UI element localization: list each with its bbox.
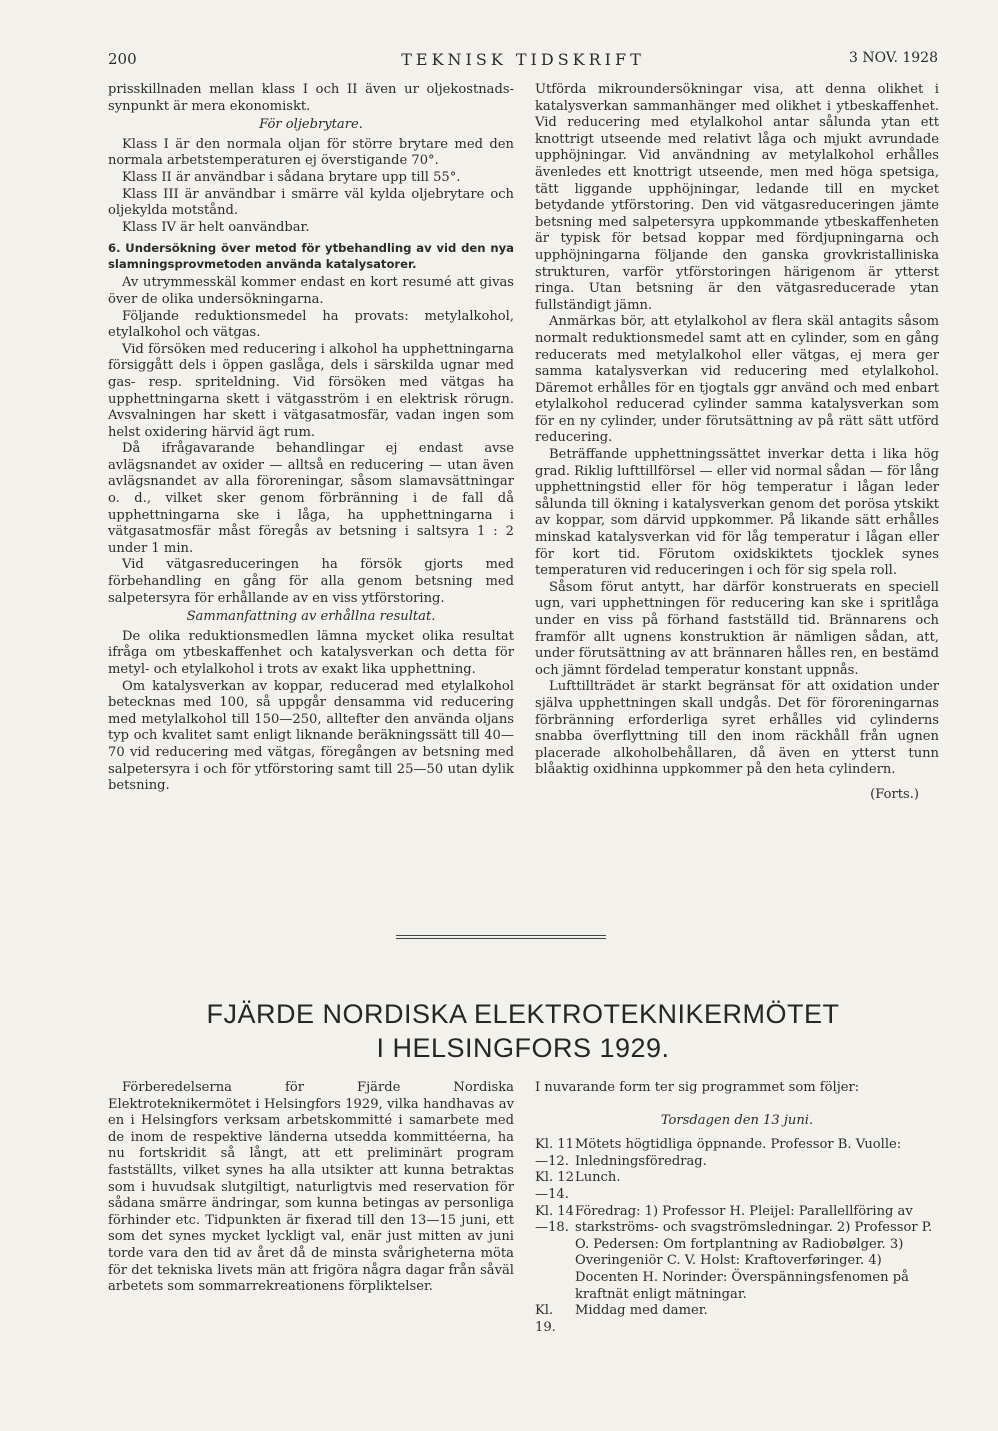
paragraph: Klass I är den normala oljan för större brytare med den normala arbetstemperaturen ej överstigande 70°. xyxy=(108,136,514,169)
page-header xyxy=(108,50,938,74)
article-left-column xyxy=(108,1080,514,1296)
issue-date: 3 NOV. 1928 xyxy=(848,50,938,66)
page-number: 200 xyxy=(108,50,137,68)
paragraph: Beträffande upphettningssättet inverkar detta i lika hög grad. Riklig lufttillförsel — eller vid normal sådan — för lång upphettningstid eller för hög temperatur i lågan leder sålunda till ökning i katalysverkan genom det porösa ytskikt av koppar, som därvid uppkommer. På likande sätt erhålles minskad katalysverkan vid för låg temperatur i lågan eller för kort tid. Förutom oxidskiktets tjocklek synes temperaturen vid reduceringen i och för sig spela roll. xyxy=(535,447,939,579)
program-item xyxy=(535,1137,939,1170)
program-text: Middag med damer. xyxy=(575,1303,708,1319)
program-text: Mötets högtidliga öppnande. Professor B. Vuolle: Inledningsföredrag. xyxy=(575,1137,902,1169)
paragraph: Klass II är användbar i sådana brytare upp till 55°. xyxy=(122,169,461,185)
paragraph: Av utrymmesskäl kommer endast en kort resumé att givas över de olika undersökningarna. xyxy=(108,275,514,307)
section-divider xyxy=(396,938,606,939)
paragraph: Vid försöken med reducering i alkohol ha upphettningarna försiggått dels i öppen gaslåga, dels i särskilda ugnar med gas- resp. spriteldning. Vid försöken med vätgas ha upphettningarna skett i vätgasström i en elektrisk rörugn. Avsvalningen har skett i vätgasatmosfär, vadan ingen som helst oxidering härvid ägt rum. xyxy=(108,341,514,440)
paragraph: Följande reduktionsmedel ha provats: metylalkohol, etylalkohol och vätgas. xyxy=(108,308,514,341)
paragraph: Vid vätgasreduceringen ha försök gjorts med förbehandling en gång för alla genom betsning med salpetersyra för erhållande av en viss ytförstoring. xyxy=(108,557,514,606)
program-time: Kl. 12—14. xyxy=(535,1170,574,1202)
program-time: Kl. 19. xyxy=(535,1303,556,1335)
article-title-line2: I HELSINGFORS 1929. xyxy=(376,1033,670,1063)
paragraph: Såsom förut antytt, har därför konstruerats en speciell ugn, vari upphettningen för reducering kan ske i spritlåga under en viss på förhand fastställd tid. Brännarens och framför allt ugnens konstruktion är nämligen sådan, att, under förutsättning av att brännaren hålles ren, en bestämd och jämnt fördelad temperatur konstant uppnås. xyxy=(535,579,939,678)
section-divider xyxy=(396,935,606,936)
paragraph: Lufttillträdet är starkt begränsat för att oxidation under själva upphettningen skall undgås. Det för föroreningarnas förbränning erforderliga syret erhålles vid cylinderns snabba överflyttning till den inom räckhåll från ugnen placerade alkoholbehållaren, då även en ytterst tunn blåaktig oxidhinna uppkommer på den heta cylindern. xyxy=(535,679,939,778)
paragraph: Då ifrågavarande behandlingar ej endast avse avlägsnandet av oxider — alltså en reducering — utan även avlägsnandet av alla föroreningar, såsom slamavsättningar o. d., vilket sker genom förbränning i de fall då upphettningarna ske i låga, ha upphettningarna i vätgasatmosfär måst föregås av betsning i saltsyra 1 : 2 under 1 min. xyxy=(108,441,514,556)
program-list xyxy=(535,1137,939,1336)
article-title-line1: FJÄRDE NORDISKA ELEKTROTEKNIKERMÖTET xyxy=(206,999,840,1029)
paragraph: Om katalysverkan av koppar, reducerad med etylalkohol betecknas med 100, så uppgår densamma vid reducering med metylalkohol till 150—250, alltefter den använda oljans typ och kvalitet samt enligt liknande beräkningssätt till 40—70 vid reducering med vätgas, föregången av betsning med salpetersyra i och för ytförstoring samt till 25—50 utan dylik betsning. xyxy=(108,678,514,794)
program-time: Kl. 11—12. xyxy=(535,1137,574,1169)
subheading-summary: Sammanfattning av erhållna resultat. xyxy=(186,609,436,625)
paragraph: Förberedelserna för Fjärde Nordiska Elektroteknikermötet i Helsingfors 1929, vilka handhavas av en i Helsingfors verksam arbetskommitté i samarbete med de inom de respektive länderna utsedda kommittéerna, ha nu fortskridit så långt, att ett preliminärt program fastställts, vilket synes ha alla utsikter att kunna betraktas som i huvudsak slutgiltigt, naturligtvis med reservation för sådana smärre ändringar, som kunna betingas av personliga förhinder etc. Tidpunkten är fixerad till den 13—15 juni, ett som det synes mycket lyckligt val, enär just mitten av juni torde vara den tid av året då de minsta svårigheterna möta för det tekniska livets män att frigöra några dagar från såväl arbetets som sommarrekreationens förpliktelser. xyxy=(108,1080,514,1295)
paragraph: Klass III är användbar i smärre väl kylda oljebrytare och oljekylda motstånd. xyxy=(108,186,514,219)
paragraph: De olika reduktionsmedlen lämna mycket olika resultat ifråga om ytbeskaffenhet och katalysverkan och detta för metyl- och etylalkohol i trots av exakt lika upphettning. xyxy=(108,628,514,677)
paragraph: prisskillnaden mellan klass I och II även ur oljekostnads-synpunkt är mera ekonomiskt. xyxy=(108,82,514,114)
program-item xyxy=(535,1170,939,1203)
article-right-column xyxy=(535,1080,939,1336)
article-title xyxy=(108,997,938,1065)
continued-note: (Forts.) xyxy=(870,786,919,802)
paragraph: Anmärkas bör, att etylalkohol av flera skäl antagits såsom normalt reduktionsmedel samt att en cylinder, som en gång reducerats med metylalkohol eller vätgas, ej mera ger samma katalysverkan vid reducering med etylalkohol. Däremot erhålles för en tjogtals ggr använd och med enbart etylalkohol reducerad cylinder samma katalysverkan som för en ny cylinder, under förutsättning av på rätt sätt utförd reducering. xyxy=(535,314,939,446)
paragraph: Klass IV är helt oanvändbar. xyxy=(122,219,310,235)
section-heading: 6. Undersökning över metod för ytbehandling av vid den nya slamningsprovmetoden använda katalysatorer. xyxy=(108,241,514,272)
journal-title: TEKNISK TIDSKRIFT xyxy=(401,50,645,69)
left-column xyxy=(108,82,514,795)
program-intro: I nuvarande form ter sig programmet som följer: xyxy=(535,1080,860,1095)
program-item xyxy=(535,1303,939,1336)
day-heading: Torsdagen den 13 juni. xyxy=(660,1112,814,1128)
subheading-oil-breakers: För oljebrytare. xyxy=(259,117,363,133)
program-text: Föredrag: 1) Professor H. Pleijel: Parallellföring av starkströms- och svagströmsledningar. 2) Professor P. O. Pedersen: Om fortplantning av Radiobølger. 3) Overingeniör C. V. Holst: Kraftoverføringer. 4) Docenten H. Norinder: Överspänningsfenomen på kraftnät enligt mätningar. xyxy=(575,1203,933,1302)
program-item xyxy=(535,1204,939,1304)
program-text: Lunch. xyxy=(575,1170,621,1186)
program-time: Kl. 14—18. xyxy=(535,1203,574,1236)
paragraph: Utförda mikroundersökningar visa, att denna olikhet i katalysverkan sammanhänger med olikhet i ytbeskaffenhet. Vid reducering med etylalkohol antar sålunda ytan ett knottrigt utseende med relativt låga och mjukt avrundade upphöjningar. Vid användning av metylalkohol erhålles ävenledes ett knottrigt utseende, men med höga spetsiga, tätt liggande upphöjningar, ledande till en mycket betydande ytförstoring. Den vid vätgasreduceringen jämte betsning med salpetersyra uppkommande ytbeskaffenheten är typisk för betsad koppar med fördjupningarna och upphöjningarna följande den ganska grovkristalliniska strukturen, varför ytförstoringen härigenom är ytterst ringa. Utan betsning är den vätgasreducerade ytan fullständigt jämn. xyxy=(535,82,939,313)
right-column xyxy=(535,82,939,804)
